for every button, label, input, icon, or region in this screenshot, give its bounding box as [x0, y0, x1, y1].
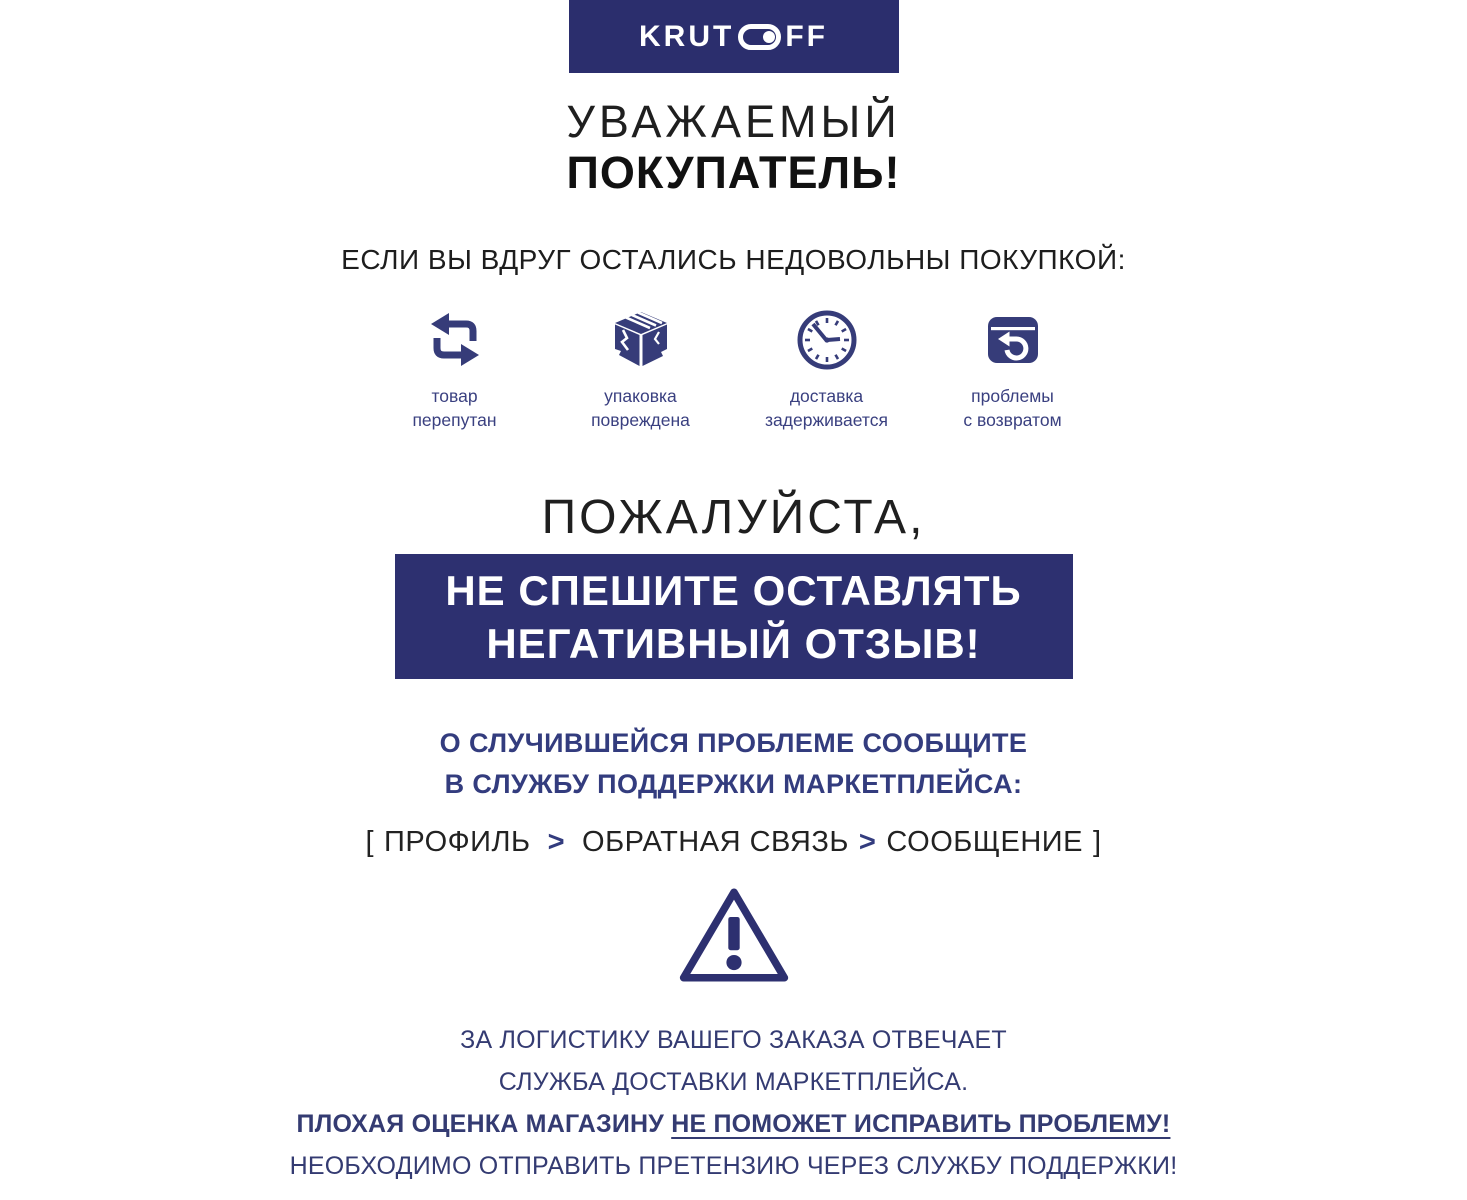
clock-icon — [795, 308, 859, 372]
chevron-right-icon: > — [547, 826, 566, 858]
issues-row — [362, 308, 1106, 432]
breadcrumb — [355, 826, 1111, 859]
support-line1: О СЛУЧИВШЕЙСЯ ПРОБЛЕМЕ СООБЩИТЕ — [439, 728, 1028, 758]
issue-label: доставка задерживается — [765, 386, 888, 430]
heading-line-light: УВАЖАЕМЫЙ — [566, 96, 901, 147]
chevron-right-icon: > — [858, 826, 877, 858]
support-note — [440, 723, 1028, 805]
issue-item-swapped — [362, 308, 548, 432]
brand-banner — [569, 0, 899, 73]
footer-line3: ПЛОХАЯ ОЦЕНКА МАГАЗИНУ НЕ ПОМОЖЕТ ИСПРАВИТЬ ПРОБЛЕМУ! — [296, 1110, 1171, 1138]
footer-line2: СЛУЖБА ДОСТАВКИ МАРКЕТПЛЕЙСА. — [498, 1068, 969, 1096]
logo-o-toggle-icon — [738, 24, 781, 50]
footer-line4: НЕОБХОДИМО ОТПРАВИТЬ ПРЕТЕНЗИЮ ЧЕРЕЗ СЛУЖБУ ПОДДЕРЖКИ! — [289, 1152, 1178, 1180]
plea-lead-text: ПОЖАЛУЙСТА, — [541, 491, 926, 544]
return-box-icon — [981, 308, 1045, 372]
warning-triangle-icon — [677, 885, 791, 985]
page-title — [566, 96, 900, 198]
footer-line3-underlined: НЕ ПОМОЖЕТ ИСПРАВИТЬ ПРОБЛЕМУ! — [671, 1110, 1171, 1138]
issue-item-return — [920, 308, 1106, 432]
swap-arrows-icon — [423, 308, 487, 372]
logo-text-right: FF — [785, 19, 828, 53]
issue-label: упаковка повреждена — [591, 386, 690, 430]
issue-label: товар перепутан — [412, 386, 497, 430]
issue-item-damaged — [548, 308, 734, 432]
breadcrumb-close-bracket: ] — [1092, 826, 1102, 858]
logo-text-left: KRUT — [639, 19, 735, 53]
damaged-box-icon — [609, 308, 673, 372]
footer-notes — [290, 1019, 1178, 1187]
breadcrumb-step-feedback: ОБРАТНАЯ СВЯЗЬ — [582, 826, 849, 858]
breadcrumb-step-message: СООБЩЕНИЕ — [886, 826, 1083, 858]
plea-banner — [395, 554, 1073, 679]
plea-banner-line1: НЕ СПЕШИТЕ ОСТАВЛЯТЬ — [445, 566, 1022, 614]
footer-line1: ЗА ЛОГИСТИКУ ВАШЕГО ЗАКАЗА ОТВЕЧАЕТ — [460, 1026, 1007, 1054]
issue-label: проблемы с возвратом — [963, 386, 1062, 430]
issue-item-delayed — [734, 308, 920, 432]
breadcrumb-step-profile: ПРОФИЛЬ — [384, 826, 531, 858]
intro-text: ЕСЛИ ВЫ ВДРУГ ОСТАЛИСЬ НЕДОВОЛЬНЫ ПОКУПКОЙ: — [341, 244, 1126, 275]
support-line2: В СЛУЖБУ ПОДДЕРЖКИ МАРКЕТПЛЕЙСА: — [444, 769, 1023, 799]
heading-line-bold: ПОКУПАТЕЛЬ! — [566, 147, 901, 198]
plea-banner-line2: НЕГАТИВНЫЙ ОТЗЫВ! — [486, 619, 981, 667]
breadcrumb-open-bracket: [ — [365, 826, 375, 858]
